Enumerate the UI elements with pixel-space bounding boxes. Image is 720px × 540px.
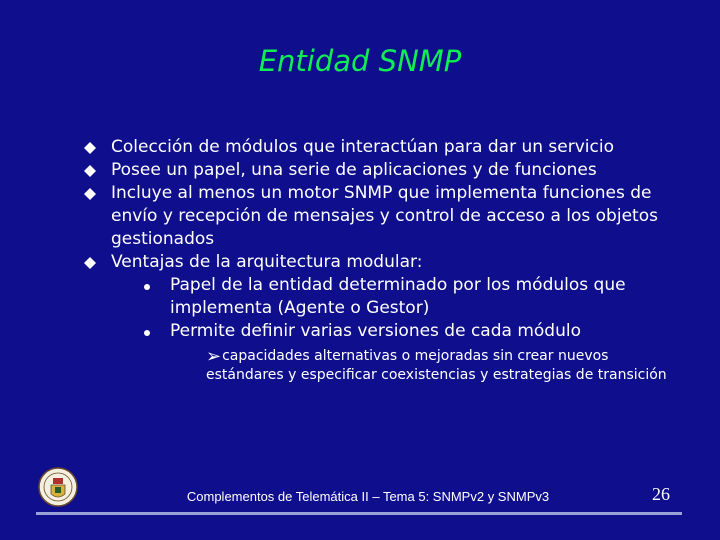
bullet-text: Posee un papel, una serie de aplicaciones y de funciones [111,160,597,180]
footer-divider [36,512,682,515]
sub-bullet-list [111,274,684,385]
sub-sub-bullet-item [196,347,686,385]
diamond-bullet-icon [84,142,96,154]
bullet-item [84,182,684,251]
arrow-bullet-icon: ➢ [206,346,222,367]
footer-text: Complementos de Telemática II – Tema 5: SNMPv2 y SNMPv3 [186,489,550,504]
diamond-bullet-icon [84,188,96,200]
bullet-item [84,251,684,385]
university-seal-icon [38,466,78,508]
sub-bullet-item [144,320,684,385]
dot-bullet-icon [144,330,150,336]
bullet-text: Colección de módulos que interactúan para dar un servicio [111,137,614,157]
bullet-list [84,136,684,385]
sub-bullet-text: Permite definir varias versiones de cada módulo [170,321,581,341]
slide-title: Entidad SNMP [258,44,462,78]
dot-bullet-icon [144,284,150,290]
diamond-bullet-icon [84,165,96,177]
page-number: 26 [652,484,670,504]
bullet-text: Incluye al menos un motor SNMP que implementa funciones de envío y recepción de mensajes y control de acceso a los objetos gestionados [111,183,658,249]
sub-sub-bullet-text: capacidades alternativas o mejoradas sin crear nuevos estándares y especificar coexistencias y estrategias de transición [206,348,667,383]
bullet-text: Ventajas de la arquitectura modular: [111,252,423,272]
diamond-bullet-icon [84,257,96,269]
sub-bullet-text: Papel de la entidad determinado por los módulos que implementa (Agente o Gestor) [170,275,626,318]
sub-bullet-item [144,274,684,320]
bullet-item [84,159,684,182]
bullet-item [84,136,684,159]
